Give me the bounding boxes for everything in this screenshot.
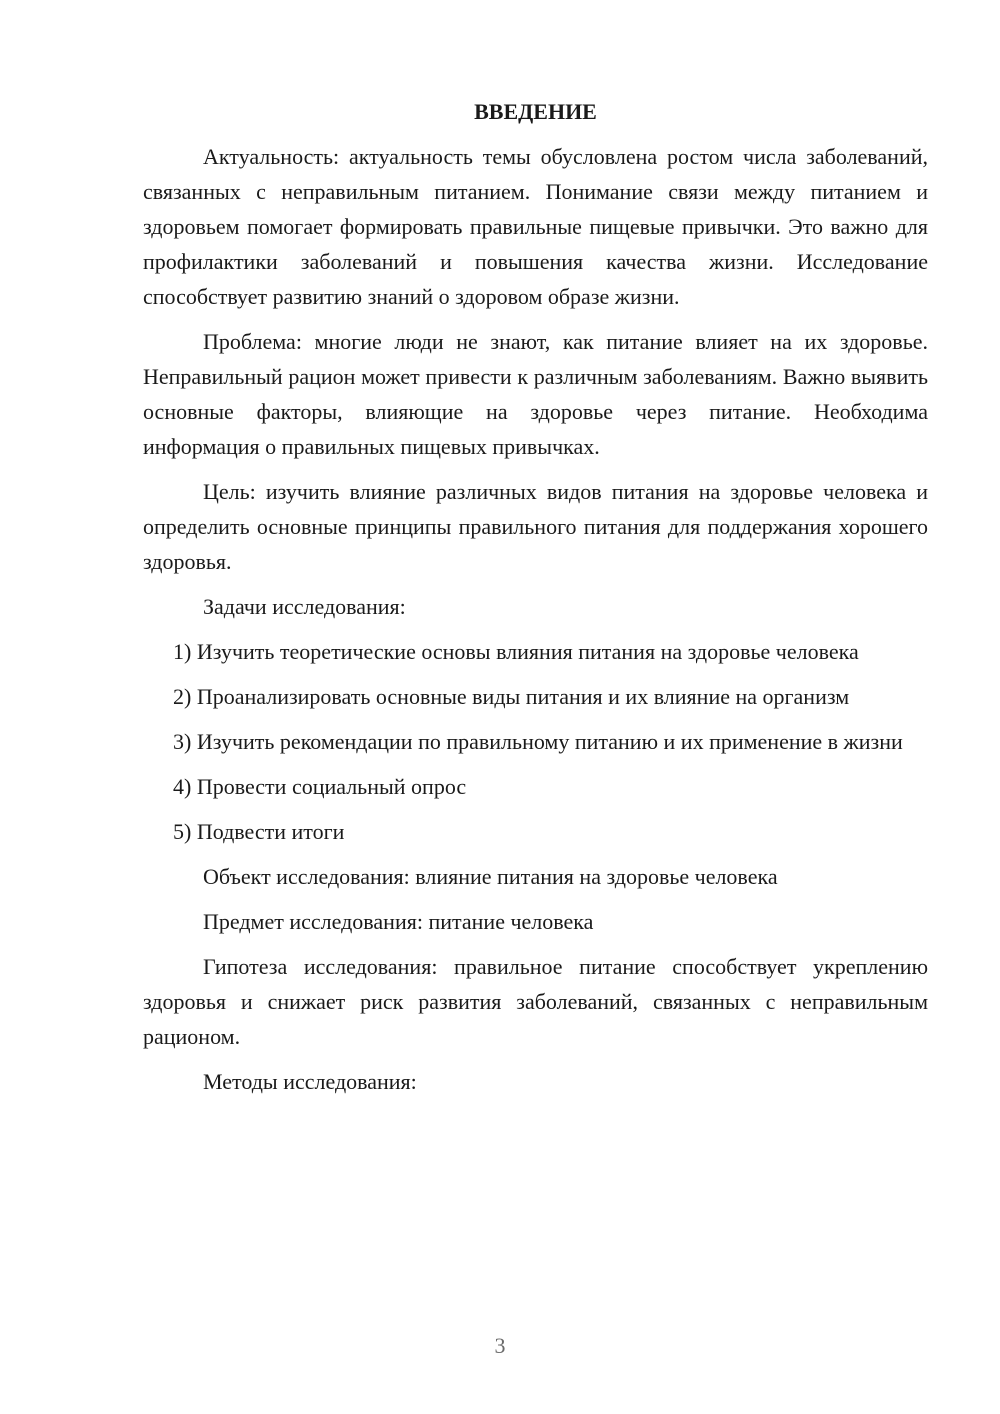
section-title: ВВЕДЕНИЕ — [474, 99, 597, 124]
task-item-2: 2) Проанализировать основные виды питания и их влияние на организм — [173, 684, 850, 709]
methods-heading: Методы исследования: — [203, 1069, 417, 1094]
goal-paragraph: Цель: изучить влияние различных видов питания на здоровье человека и определить основные принципы правильного питания для поддержания хорошего здоровья. — [143, 479, 928, 574]
object-paragraph: Объект исследования: влияние питания на здоровье человека — [203, 864, 778, 889]
task-item-3: 3) Изучить рекомендации по правильному питанию и их применение в жизни — [173, 729, 903, 754]
hypothesis-paragraph: Гипотеза исследования: правильное питание способствует укреплению здоровья и снижает риск развития заболеваний, связанных с неправильным рационом. — [143, 954, 928, 1049]
problem-paragraph: Проблема: многие люди не знают, как питание влияет на их здоровье. Неправильный рацион может привести к различным заболеваниям. Важно выявить основные факторы, влияющие на здоровье через питание. Необходима информация о правильных пищевых привычках. — [143, 329, 928, 459]
relevance-paragraph: Актуальность: актуальность темы обусловлена ростом числа заболеваний, связанных с неправильным питанием. Понимание связи между питанием и здоровьем помогает формировать правильные пищевые привычки. Это важно для профилактики заболеваний и повышения качества жизни. Исследование способствует развитию знаний о здоровом образе жизни. — [143, 144, 928, 309]
page-content — [143, 94, 928, 1109]
tasks-list — [143, 634, 928, 849]
task-item-5: 5) Подвести итоги — [173, 819, 345, 844]
subject-paragraph: Предмет исследования: питание человека — [203, 909, 594, 934]
tasks-heading: Задачи исследования: — [203, 594, 406, 619]
page-number: 3 — [494, 1333, 506, 1358]
task-item-4: 4) Провести социальный опрос — [173, 774, 467, 799]
task-item-1: 1) Изучить теоретические основы влияния питания на здоровье человека — [173, 639, 859, 664]
